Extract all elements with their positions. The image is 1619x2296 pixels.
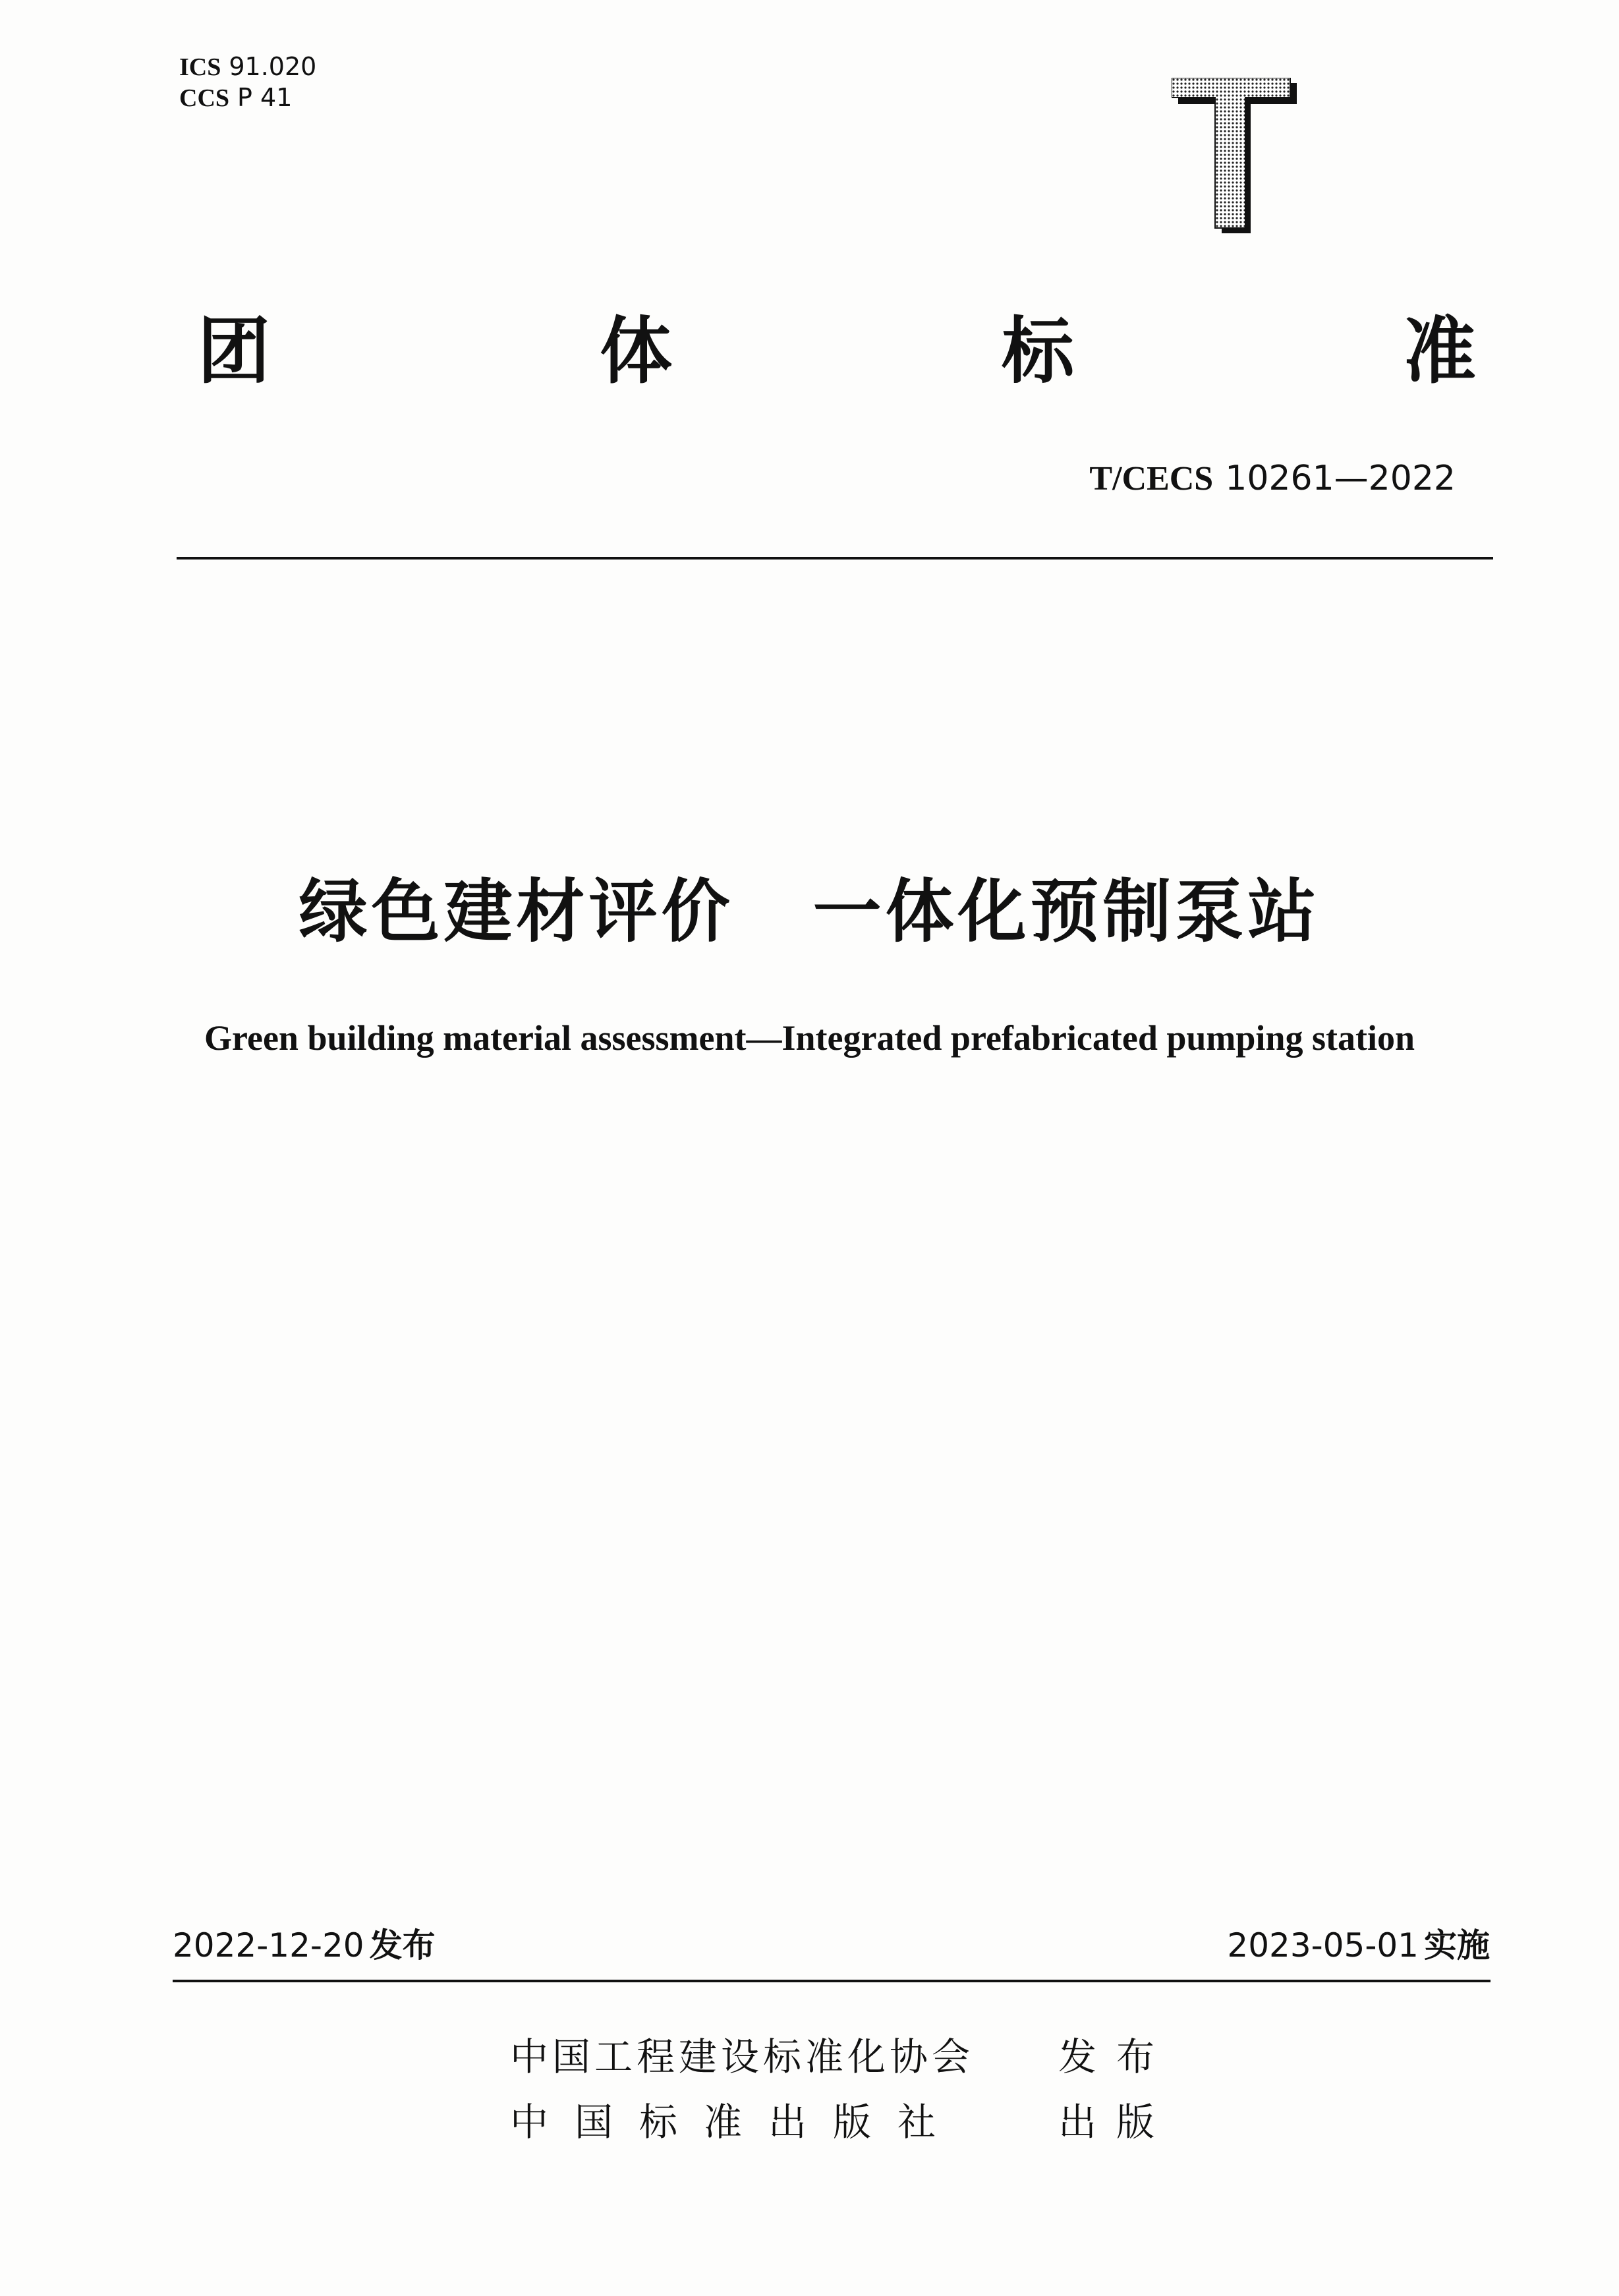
issue-date-row — [173, 1924, 436, 1966]
implement-label: 实施 — [1424, 1926, 1490, 1965]
standard-type-char-1: 团 — [198, 309, 270, 393]
ccs-line — [179, 82, 316, 113]
issuer-role: 发布 — [1058, 2034, 1175, 2079]
bottom-divider — [173, 1980, 1491, 1982]
issuer-name: 中国工程建设标准化协会 — [510, 2034, 975, 2079]
issue-date: 2022-12-20 — [173, 1926, 364, 1965]
english-title: Green building material assessment—Integrated prefabricated pumping station — [204, 1018, 1415, 1058]
chinese-title-part-1: 绿色建材评价 — [298, 871, 734, 952]
standard-number-prefix: T/CECS — [1089, 460, 1214, 498]
standard-number — [1089, 457, 1456, 500]
ccs-label: CCS — [179, 84, 230, 112]
classification-codes — [179, 51, 316, 113]
issue-label: 发布 — [369, 1926, 436, 1965]
press-name: 中国标准出版社 — [510, 2100, 963, 2144]
chinese-title-part-2: 一体化预制泵站 — [812, 871, 1321, 952]
top-divider — [177, 557, 1493, 560]
ics-code: 91.020 — [229, 52, 317, 81]
standard-type-heading — [198, 308, 1476, 394]
implement-date-row — [1227, 1924, 1490, 1966]
chinese-title — [0, 869, 1619, 954]
standard-category-t-mark — [1172, 78, 1297, 233]
standard-type-char-3: 标 — [1002, 309, 1074, 393]
standard-type-char-2: 体 — [600, 309, 672, 393]
standard-type-char-4: 准 — [1404, 309, 1476, 393]
ccs-code: P 41 — [237, 83, 293, 112]
ics-label: ICS — [179, 53, 221, 81]
implement-date: 2023-05-01 — [1227, 1926, 1419, 1965]
press-role: 出版 — [1058, 2100, 1175, 2144]
ics-line — [179, 51, 316, 82]
standard-number-value: 10261—2022 — [1225, 459, 1456, 498]
